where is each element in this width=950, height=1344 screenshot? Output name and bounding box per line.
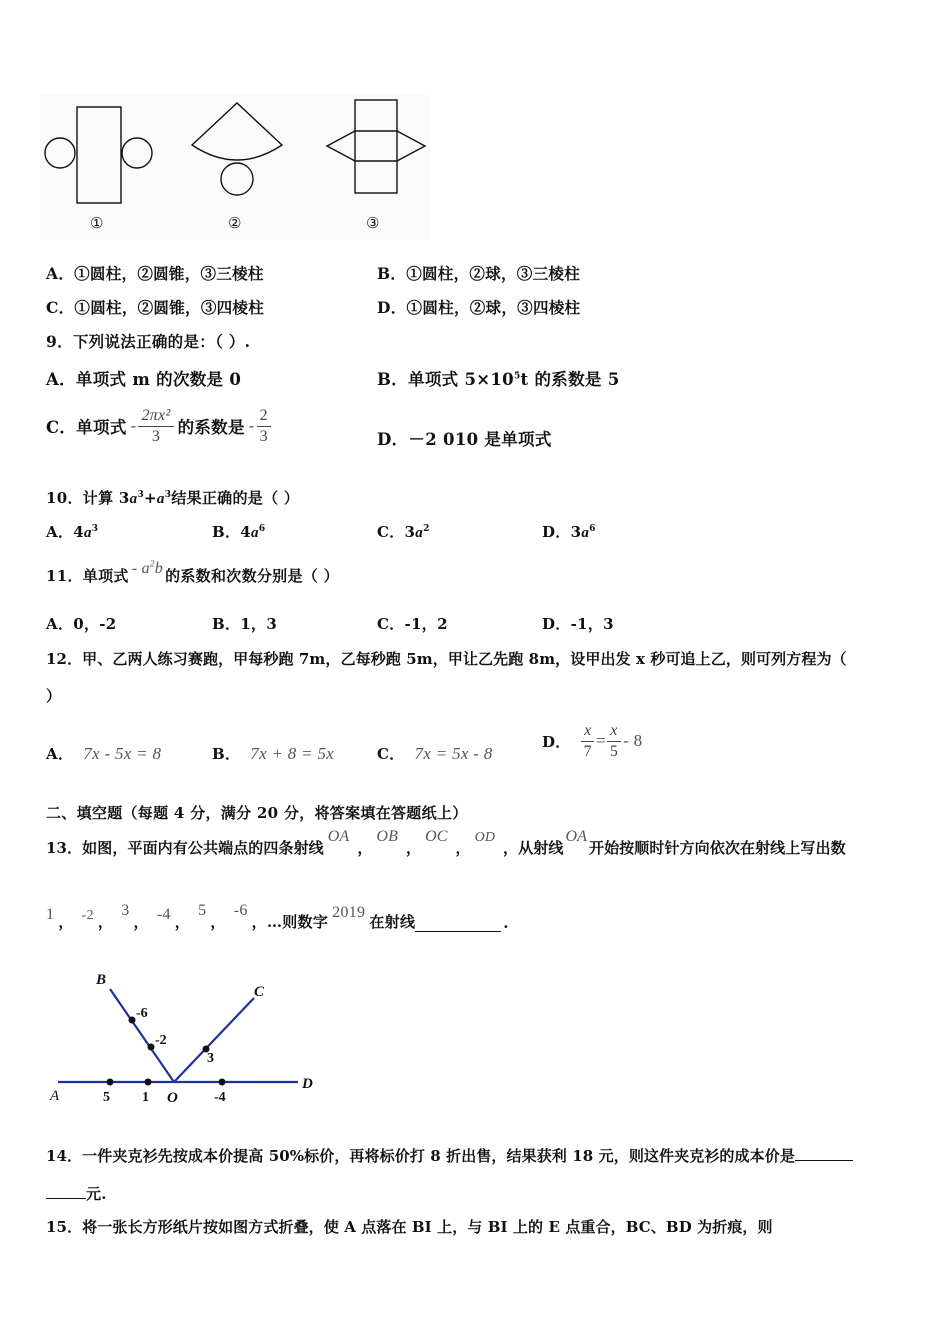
number-2019: 2019: [332, 904, 366, 921]
q9-stem: 9．下列说法正确的是：（ ）.: [46, 332, 251, 351]
q14-line1: 14．一件夹克衫先按成本价提高 50%标价，再将标价打 8 折出售，结果获利 18 元，则这件夹克衫的成本价是: [46, 1145, 853, 1166]
ray-number: -2: [155, 1033, 167, 1048]
q11-option-a: A．0，-2: [46, 615, 117, 633]
ray-number: -4: [214, 1090, 226, 1105]
q15-line1: 15．将一张长方形纸片按如图方式折叠，使 A 点落在 BI 上，与 BI 上的 E 点重合，BC、BD 为折痕，则: [46, 1218, 773, 1236]
net-label-1: ①: [90, 216, 104, 232]
q8-option-a: A．①圆柱，②圆锥，③三棱柱: [46, 264, 264, 283]
answer-blank[interactable]: [415, 917, 501, 932]
ray-oa-start: OA: [565, 828, 587, 845]
q12-option-b: B． 7x + 8 = 5x: [212, 744, 335, 763]
ray-oa: OA: [327, 828, 350, 845]
ray-oc: OC: [425, 828, 448, 845]
q10-option-d: D．$3a^6$: [542, 523, 596, 541]
net-label-3: ③: [366, 216, 380, 232]
q11-stem: 11．单项式 - $a^2b$ 的系数和次数分别是（ ）: [46, 558, 339, 585]
ray-number: -6: [136, 1006, 148, 1021]
fraction: $\frac{x}{5}$: [607, 721, 621, 762]
q10-stem: 10．计算 $3a^3+a^3$结果正确的是（ ）: [46, 489, 300, 507]
fraction: $\frac{x}{7}$: [581, 721, 595, 762]
seq-item: 5: [198, 902, 207, 919]
seq-item: -2: [81, 908, 94, 923]
q10-option-c: C．$3a^2$: [377, 523, 430, 541]
section-title: 二、填空题（每题 4 分，满分 20 分，将答案填在答题纸上）: [46, 804, 468, 822]
fraction: $\frac{2}{3}$: [257, 406, 271, 447]
rays-figure: [40, 962, 340, 1112]
ray-number: 5: [103, 1090, 110, 1105]
q10-option-a: A．$4a^3$: [46, 523, 99, 541]
q8-option-c: C．①圆柱，②圆锥，③四棱柱: [46, 298, 265, 317]
q12-stem-line2: ）: [46, 687, 62, 705]
q9-option-c: C．单项式 - $\frac{\text{2πx²}}{3}$ 的系数是 - $\frac{2}{3}$: [46, 402, 271, 450]
seq-item: -6: [233, 902, 248, 919]
ray-number: 1: [142, 1090, 149, 1105]
q10-option-b: B．$4a^6$: [212, 523, 266, 541]
monomial-expr: - $a^2b$: [131, 558, 164, 577]
answer-blank[interactable]: [795, 1146, 853, 1161]
q13-stem-line2: 1 ， -2 ， 3 ， -4 ， 5 ， -6 ，…则数字 2019 在射线 .: [46, 902, 509, 932]
q9-option-a: A．单项式 m 的次数是 0: [46, 370, 242, 389]
q13-stem-line1: 13．如图，平面内有公共端点的四条射线 OA ， OB ， OC ， OD ，从射线 OA 开始按顺时针方向依次在射线上写出数: [46, 828, 846, 857]
q11-option-d: D．-1，3: [542, 615, 614, 633]
ray-number: 3: [207, 1051, 214, 1066]
point-label-o: O: [167, 1090, 178, 1106]
point-label-c: C: [254, 984, 265, 1000]
point-label-d: D: [302, 1076, 313, 1092]
seq-item: 3: [121, 902, 130, 919]
q12-option-c: C． 7x = 5x - 8: [377, 744, 493, 763]
answer-blank-cont[interactable]: [46, 1184, 86, 1199]
q12-option-d: D． $\frac{x}{7}$ = $\frac{x}{5}$ - 8: [542, 721, 643, 760]
q12-option-a: A． 7x - 5x = 8: [46, 744, 162, 763]
seq-item: -4: [156, 906, 171, 923]
q12-stem-line1: 12．甲、乙两人练习赛跑，甲每秒跑 7m，乙每秒跑 5m，甲让乙先跑 8m，设甲出发 x 秒可追上乙，则可列方程为（: [46, 650, 847, 668]
q11-option-b: B．1，3: [212, 615, 278, 633]
q8-option-b: B．①圆柱，②球，③三棱柱: [377, 264, 581, 283]
q8-option-d: D．①圆柱，②球，③四棱柱: [377, 298, 581, 317]
ray-ob: OB: [376, 828, 398, 845]
seq-item: 1: [46, 906, 55, 923]
q14-line2: 元.: [46, 1183, 107, 1204]
q9-option-d: D．－2 010 是单项式: [377, 430, 552, 449]
net-label-2: ②: [228, 216, 242, 232]
ray-line-oc: [174, 998, 254, 1082]
point-label-b: B: [96, 972, 107, 988]
point-label-a: A: [50, 1088, 60, 1104]
ray-od: OD: [474, 830, 496, 845]
fraction: $\frac{\text{2πx²}}{3}$: [138, 406, 173, 447]
q11-option-c: C．-1，2: [377, 615, 448, 633]
nets-figure: [40, 95, 430, 240]
q9-option-b: B．单项式 $5\times 10^5t$ 的系数是 5: [377, 370, 620, 389]
rays: [58, 989, 298, 1082]
